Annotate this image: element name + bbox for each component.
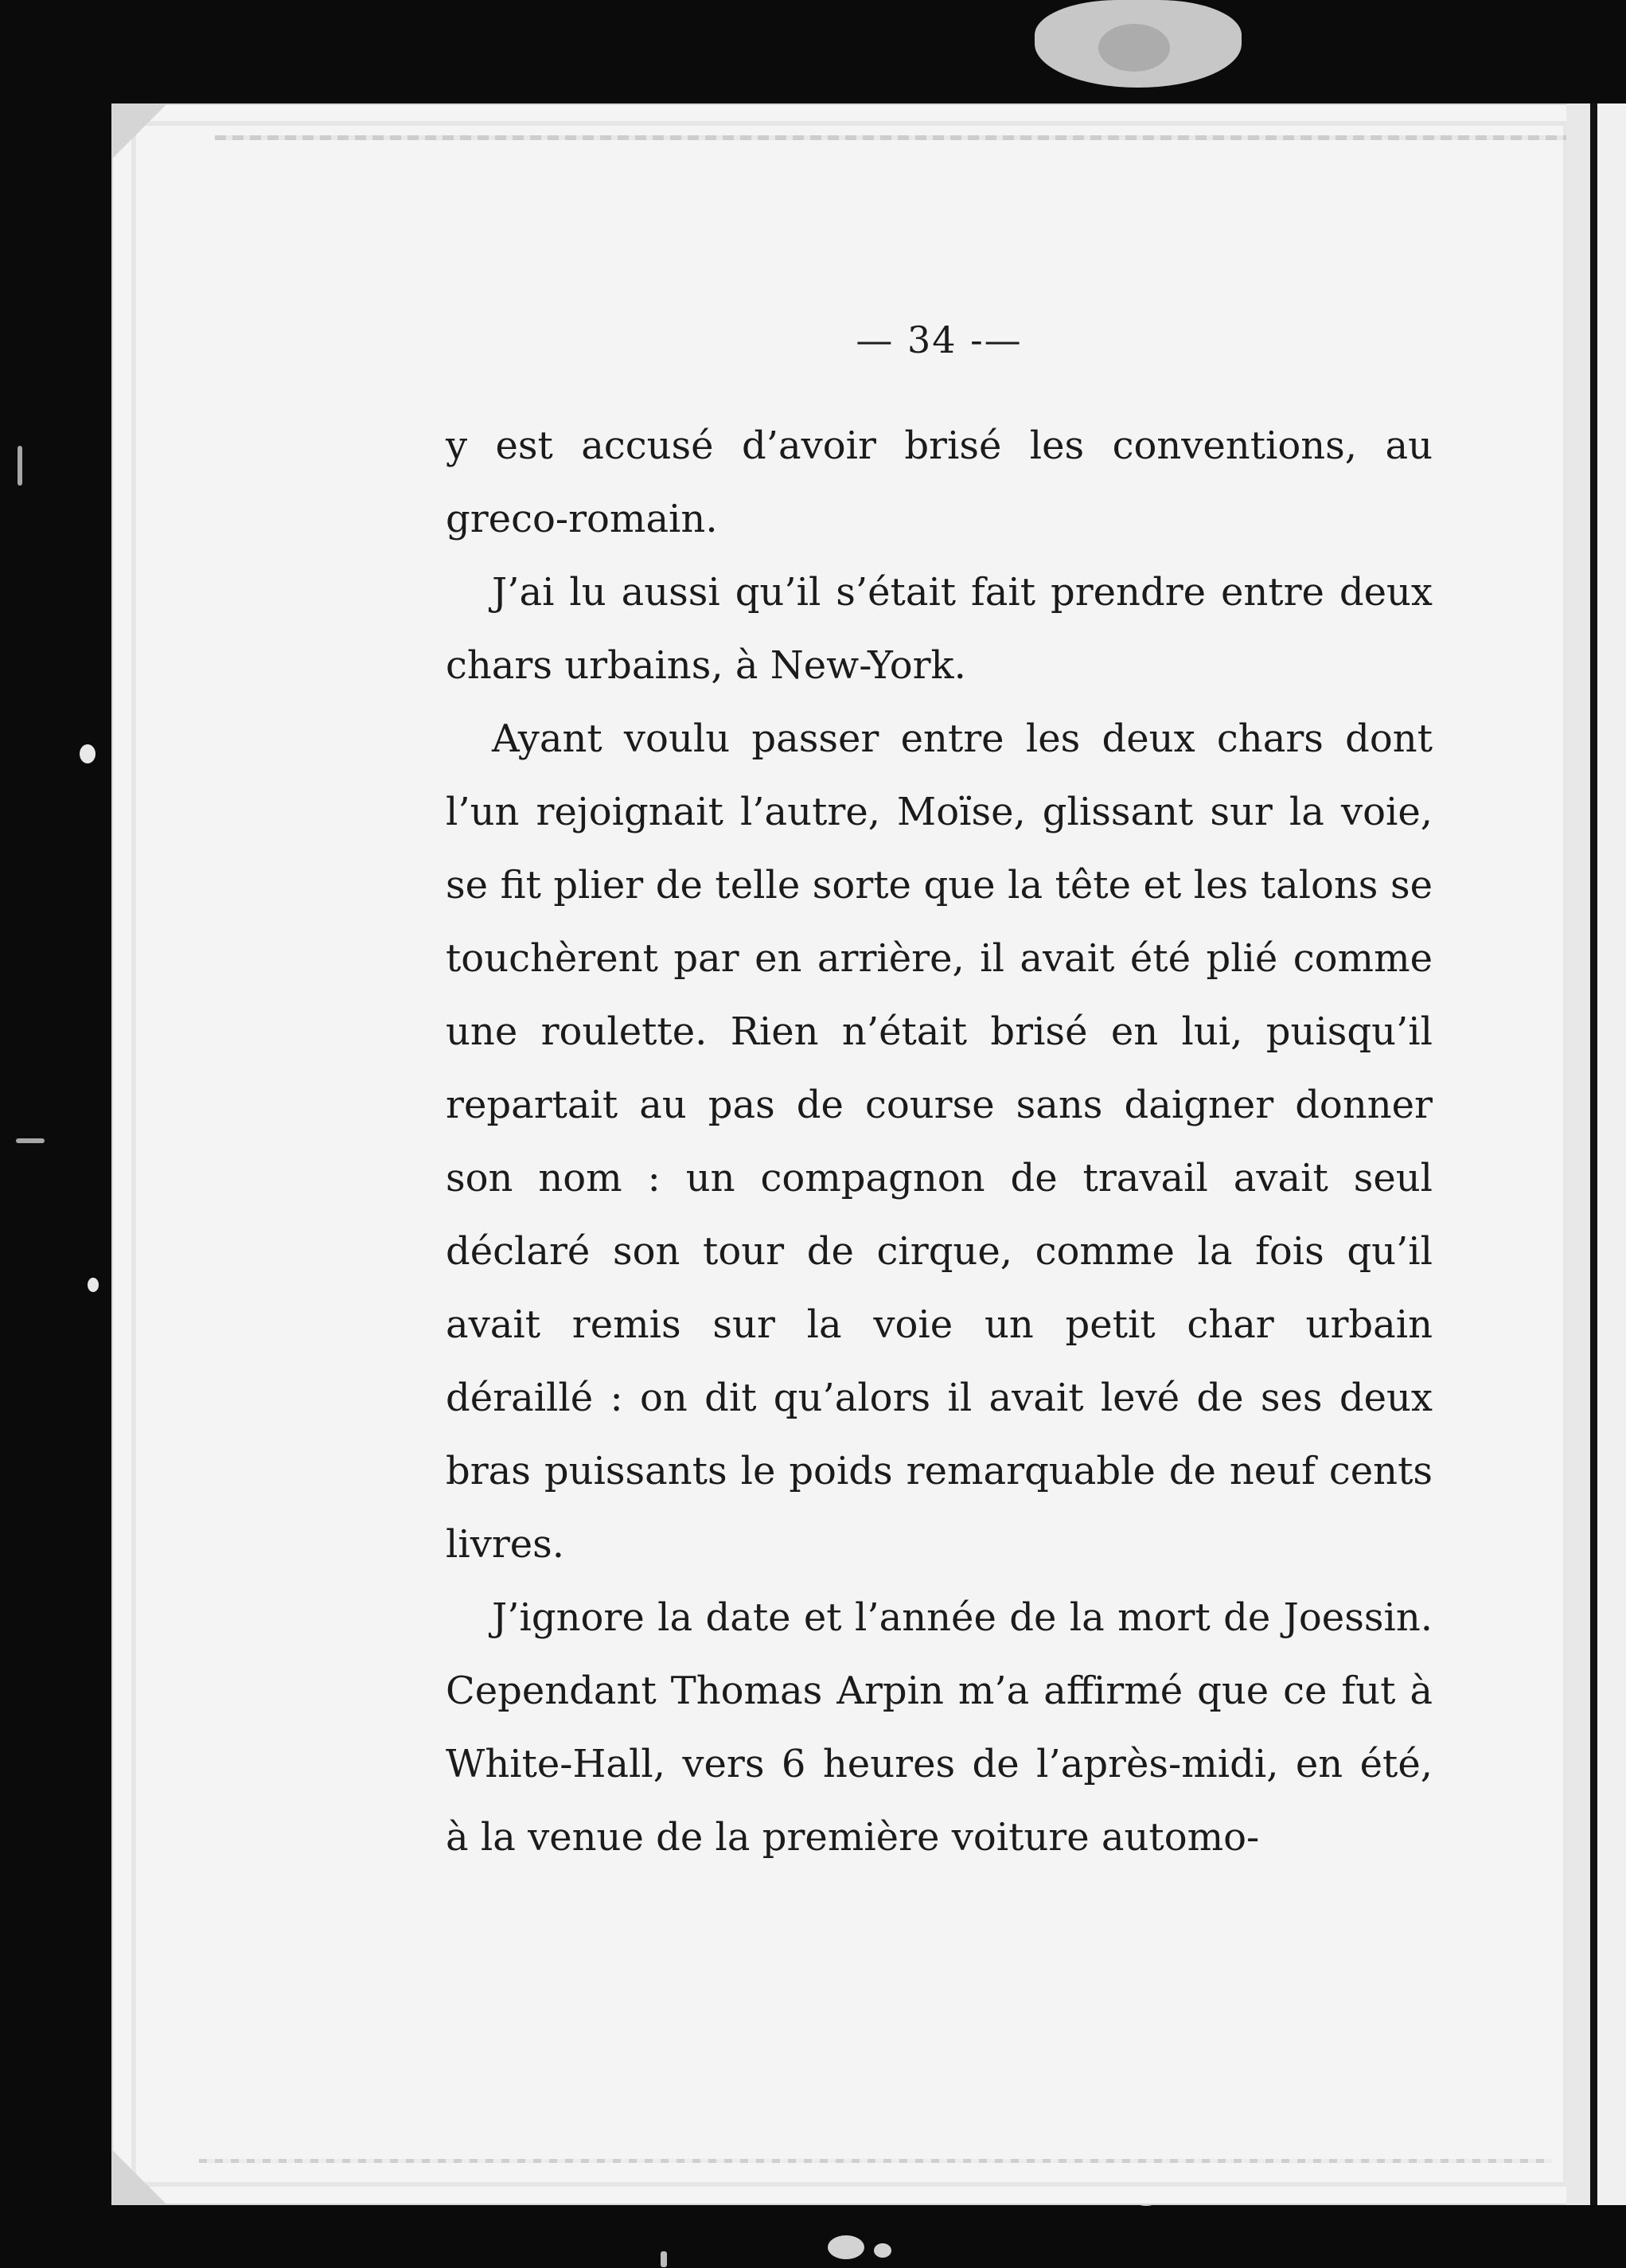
paragraph: J’ai lu aussi qu’il s’était fait prendre entre deux chars urbains, à New-York. xyxy=(446,570,1433,688)
scan-speck xyxy=(80,744,96,763)
mount-bottom-edge xyxy=(199,2159,1552,2163)
scan-speck xyxy=(828,2235,864,2259)
scan-speck xyxy=(1098,24,1170,72)
book-page xyxy=(446,318,1433,1874)
scan-speck xyxy=(88,1278,99,1292)
mount-corner xyxy=(111,2149,167,2205)
page-number: — 34 -— xyxy=(856,318,1023,361)
scan-speck xyxy=(661,2251,667,2267)
scan-speck xyxy=(874,2243,891,2258)
mount-top-edge xyxy=(215,135,1568,140)
mount-corner xyxy=(111,103,167,159)
scan-speck xyxy=(16,1138,45,1143)
scan-speck xyxy=(18,446,22,486)
paragraph: Ayant voulu passer entre les deux chars dont l’un rejoignait l’autre, Moïse, glissant sur la voie, se fit plier de telle sorte que la tête et les talons se touchèrent par en arrière, il avait été plié comme une roulette. Rien n’était brisé en lui, puisqu’il repartait au pas de course sans daigner donner son nom : un compagnon de travail avait seul déclaré son tour de cirque, comme la fois qu’il avait remis sur la voie un petit char urbain déraillé : on dit qu’alors il avait levé de ses deux bras puissants le poids remarquable de neuf cents livres. xyxy=(446,716,1433,1567)
paragraph: y est accusé d’avoir brisé les conventions, au greco-romain. xyxy=(446,424,1433,541)
adjacent-page-edge xyxy=(1566,103,1626,2205)
paragraph: J’ignore la date et l’année de la mort de Joessin. Cependant Thomas Arpin m’a affirmé que ce fut à White-Hall, vers 6 heures de l’après-midi, en été, à la venue de la première voiture automo- xyxy=(446,1595,1433,1860)
